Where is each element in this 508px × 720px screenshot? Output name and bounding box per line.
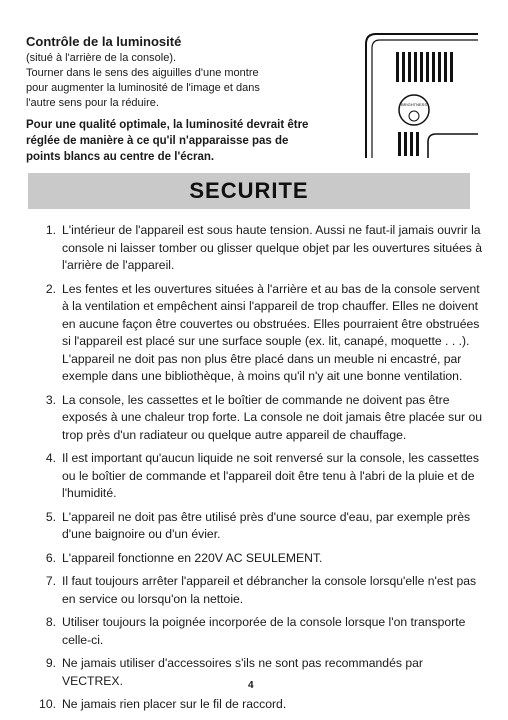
vent-slots-top [396, 52, 453, 82]
item-number: 9. [45, 656, 56, 670]
item-number: 3. [45, 392, 56, 407]
item-number: 10. [39, 697, 56, 711]
list-item [34, 655, 484, 690]
list-item [34, 509, 484, 544]
item-text: Il faut toujours arrêter l'appareil et débrancher la console lorsqu'elle n'est pas en service ou lorsqu'on la nettoie. [62, 574, 477, 606]
brightness-line: (situé à l'arrière de la console). [26, 52, 177, 64]
item-number: 6. [45, 550, 56, 565]
item-number: 5. [45, 509, 56, 524]
item-number: 2. [45, 281, 56, 296]
console-back-diagram [356, 30, 480, 160]
item-number: 7. [45, 574, 56, 588]
brightness-line: pour augmenter la luminosité de l'image et dans [26, 82, 260, 94]
list-item [34, 696, 484, 714]
item-text: Les fentes et les ouvertures situées à l'arrière et au bas de la console servent à la ventilation et empêchent ainsi l'appareil de trop chauffer. Elles ne doivent en aucune façon être couvertes ou obstruées. Elles pourraient être obstruées si l'appareil est placé sur une surface souple (ex. lit, canapé, moquette . . .). L'appareil ne doit pas non plus être placé dans un meuble ni encastré, par exemple dans une bibliothèque, à moins qu'il n'y ait une bonne ventilation. [62, 281, 480, 383]
knob-label: BRIGHTNESS [400, 102, 428, 107]
brightness-section [26, 34, 326, 165]
item-number: 1. [45, 223, 56, 237]
brightness-line: Tourner dans le sens des aiguilles d'une montre [26, 67, 259, 79]
list-item [34, 222, 484, 275]
item-text: L'appareil ne doit pas être utilisé près d'une source d'eau, par exemple près d'une baignoire ou d'un évier. [62, 509, 471, 541]
item-number: 4. [45, 451, 56, 465]
vent-slots-bottom [398, 132, 419, 156]
item-text: Il est important qu'aucun liquide ne soit renversé sur la console, les cassettes ou le boîtier de commande et l'appareil doit être tenu à l'abri de la pluie et de l'humidité. [62, 451, 479, 500]
list-item [34, 550, 484, 568]
brightness-title: Contrôle de la luminosité [26, 34, 182, 49]
list-item [34, 392, 484, 445]
page-number: 4 [248, 680, 254, 691]
item-text: Ne jamais utiliser d'accessoires s'ils ne sont pas recommandés par VECTREX. [62, 656, 423, 688]
item-text: Utiliser toujours la poignée incorporée de la console lorsque l'on transporte celle-ci. [62, 615, 466, 647]
brightness-line: l'autre sens pour la réduire. [26, 97, 159, 109]
list-item [34, 573, 484, 608]
item-number: 8. [45, 615, 56, 629]
list-item [34, 281, 484, 386]
item-text: L'appareil fonctionne en 220V AC SEULEMENT. [62, 550, 323, 565]
list-item [34, 450, 484, 503]
item-text: L'intérieur de l'appareil est sous haute tension. Aussi ne faut-il jamais ouvrir la console ni laisser tomber ou glisser quelque objet par les ouvertures situées à l'arrière de l'appareil. [62, 223, 483, 272]
section-title: SECURITE [189, 178, 309, 203]
safety-list [34, 222, 484, 720]
item-text: La console, les cassettes et le boîtier de commande ne doivent pas être exposés à une chaleur trop forte. La console ne doit jamais être placée sur ou trop près d'un radiateur ou quelque autre appareil de chauffage. [62, 392, 483, 442]
item-text: Ne jamais rien placer sur le fil de raccord. [62, 697, 287, 711]
list-item [34, 614, 484, 649]
section-banner [28, 173, 470, 209]
brightness-note: Pour une qualité optimale, la luminosité devrait être réglée de manière à ce qu'il n'apparaisse pas de points blancs au centre de l'écran. [26, 119, 309, 163]
